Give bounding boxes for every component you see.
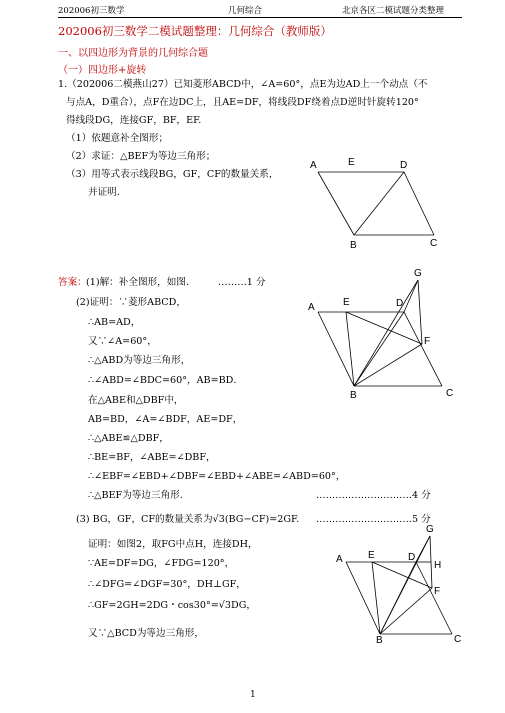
subsection-heading: （一）四边形+旋转: [58, 65, 147, 76]
fig3-label-E: E: [368, 550, 375, 561]
problem-line-3: 得线段DG，连接GF，BF，EF.: [66, 115, 202, 126]
answer-line-5: ∴△ABD为等边三角形，: [88, 355, 191, 366]
fig3-label-A: A: [336, 554, 343, 565]
fig2-label-C: C: [446, 388, 454, 399]
fig2-label-B: B: [350, 390, 357, 401]
fig3-label-G: G: [426, 524, 434, 535]
fig3-label-D: D: [408, 552, 416, 563]
fig2-label-E: E: [343, 297, 350, 308]
answer-line-9: ∴△ABE≌△DBF，: [88, 433, 169, 444]
fig1-label-C: C: [430, 238, 438, 249]
figure-rhombus-3: [330, 522, 470, 644]
fig1-label-A: A: [310, 160, 317, 171]
figure-rhombus-2: [296, 262, 466, 404]
fig2-label-D: D: [396, 298, 404, 309]
page-title: 202006初三数学二模试题整理：几何综合（教师版）: [58, 24, 332, 38]
header-right: 北京各区二模试题分类整理: [342, 6, 445, 16]
answer-line-14: 证明：如图2，取FG中点H，连接DH，: [88, 539, 258, 550]
fig3-label-F: F: [434, 586, 441, 597]
header-left: 202006初三数学: [58, 6, 125, 16]
fig3-label-H: H: [434, 560, 442, 571]
answer-line-12: ∴△BEF为等边三角形.: [88, 490, 183, 501]
answer-score-4: …………………………4 分: [316, 490, 431, 501]
question-3-cont: 并证明.: [88, 187, 120, 198]
header-rule: [58, 17, 462, 18]
answer-line-17: ∴GF=2GH=2DG・cos30°=√3DG，: [88, 600, 256, 611]
problem-line-1: 1.（202006二模燕山27）已知菱形ABCD中，∠A=60°，点E为边AD上一个动点（不: [58, 79, 428, 90]
answer-line-7: 在△ABE和△DBF中，: [88, 395, 184, 406]
answer-line-15: ∵AE=DF=DG，∠FDG=120°，: [88, 558, 235, 569]
answer-line-6: ∴∠ABD=∠BDC=60°，AB=BD．: [88, 375, 243, 386]
section-heading: 一、以四边形为背景的几何综合题: [58, 48, 208, 59]
answer-line-4: 又∵∠A=60°，: [88, 336, 157, 347]
answer-line-8: AB=BD，∠A=∠BDF，AE=DF，: [88, 414, 243, 425]
answer-label: 答案：: [58, 277, 87, 288]
header-center: 几何综合: [228, 6, 263, 16]
figure-rhombus-1: [296, 150, 446, 250]
question-2: （2）求证：△BEF为等边三角形；: [66, 151, 216, 162]
answer-line-2: (2)证明：∵菱形ABCD，: [76, 297, 186, 308]
answer-score-1: ………1 分: [218, 277, 266, 288]
fig3-label-C: C: [454, 634, 462, 644]
answer-line-16: ∴∠DFG=∠DGF=30°，DH⊥GF，: [88, 579, 246, 590]
fig1-label-B: B: [350, 240, 357, 250]
answer-line-3: ∴AB=AD，: [88, 317, 141, 328]
fig2-label-G: G: [414, 268, 422, 279]
answer-line-1: (1)解：补全图形，如图.: [86, 277, 189, 288]
question-1: （1）依题意补全图形；: [66, 133, 169, 144]
fig1-label-D: D: [400, 160, 408, 171]
fig2-label-F: F: [424, 336, 431, 347]
question-3: （3）用等式表示线段BG，GF，CF的数量关系，: [66, 169, 279, 180]
page-number: 1: [250, 690, 256, 700]
answer-line-11: ∴∠EBF=∠EBD+∠DBF=∠EBD+∠ABE=∠ABD=60°，: [88, 471, 346, 482]
fig3-label-B: B: [376, 635, 383, 644]
fig2-label-A: A: [308, 302, 315, 313]
problem-line-2: 与点A，D重合），点F在边DC上，且AE=DF，将线段DF绕着点D逆时针旋转120°: [66, 97, 419, 108]
answer-line-10: ∴BE=BF，∠ABE=∠DBF，: [88, 452, 216, 463]
answer-line-18: 又∵△BCD为等边三角形，: [88, 628, 204, 639]
fig1-label-E: E: [348, 157, 355, 168]
answer-score-5: …………………………5 分: [316, 514, 431, 525]
answer-line-13: (3) BG，GF，CF的数量关系为√3(BG−CF)=2GF.: [76, 514, 300, 525]
